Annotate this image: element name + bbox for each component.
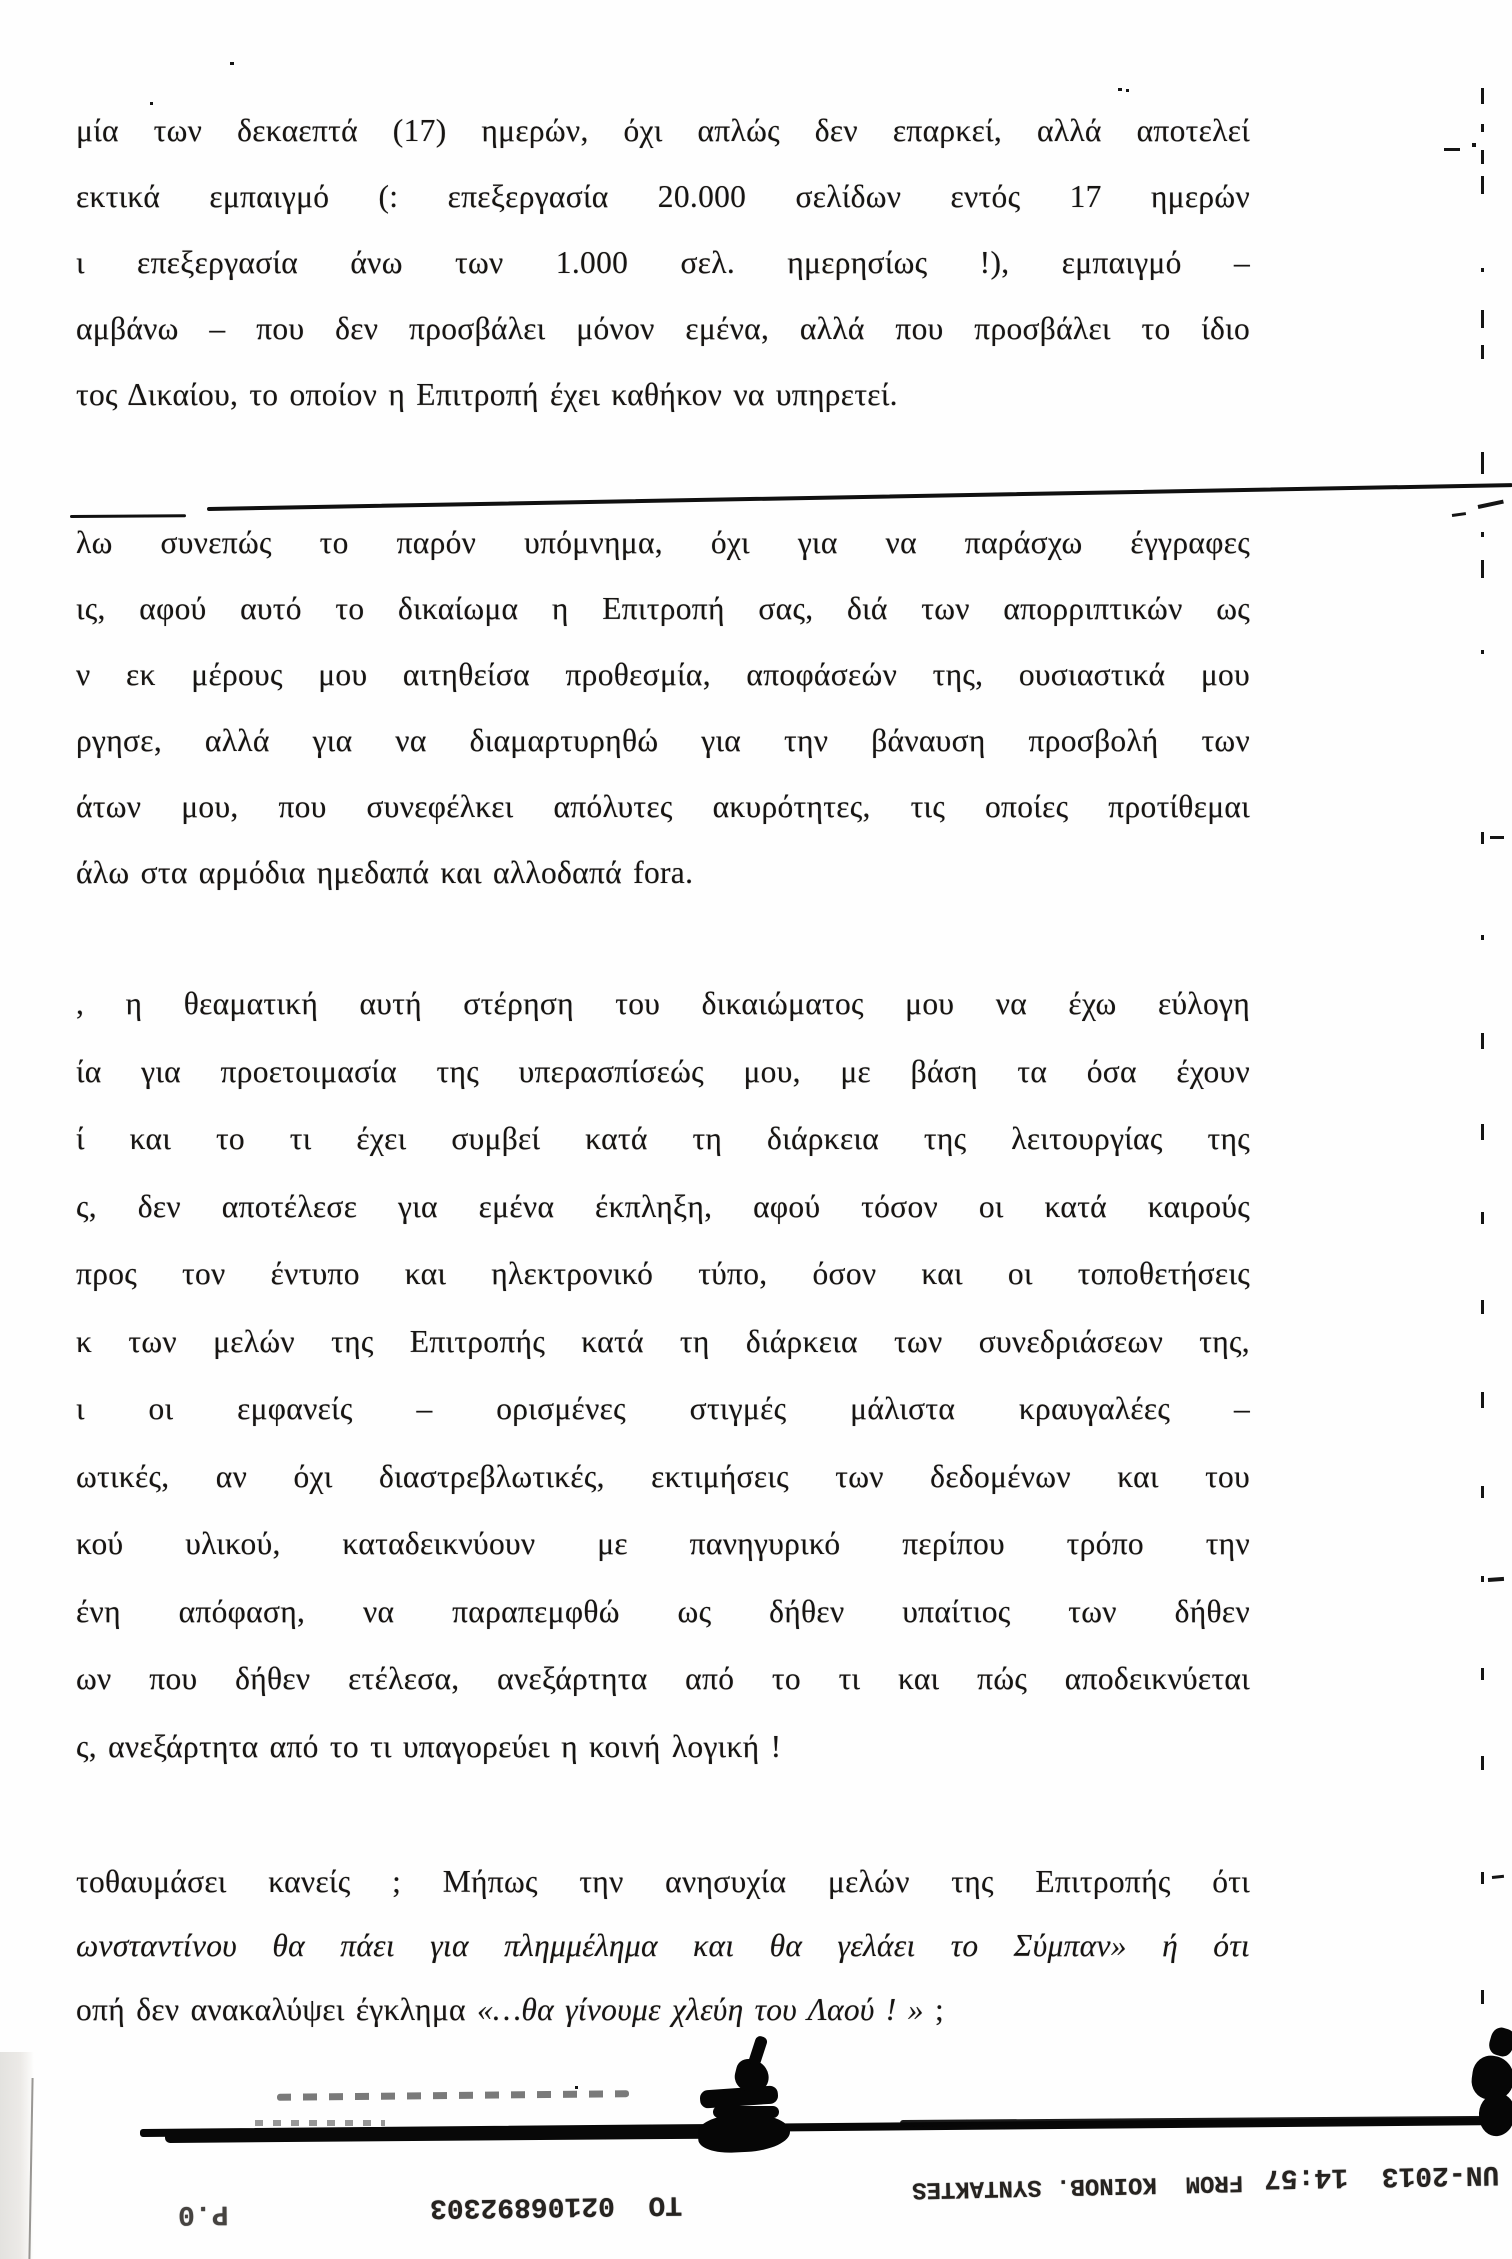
right-margin-scan-dash	[1481, 935, 1484, 940]
scan-smudge	[255, 2120, 385, 2126]
right-margin-scan-dash	[1481, 1392, 1484, 1408]
right-margin-scan-dash	[1481, 88, 1484, 104]
right-margin-scan-dash	[1481, 1486, 1484, 1498]
right-margin-scan-dash	[1481, 124, 1484, 132]
right-margin-scan-dash	[1481, 832, 1484, 844]
fax-footer-to-number: TO 02106892303	[429, 2188, 683, 2223]
text-line: ένη απόφαση, να παραπεμφθώ ως δήθεν υπαίτιος των δήθεν	[76, 1593, 1250, 1629]
text-line: ργησε, αλλά για να διαμαρτυρηθώ για την βάναυση προσβολή των	[76, 723, 1250, 758]
scan-speckle	[575, 2086, 578, 2089]
right-margin-scan-dash	[1481, 1990, 1484, 2004]
text-line: ς, δεν αποτέλεσε για εμένα έκπληξη, αφού τόσον οι κατά καιρούς	[76, 1188, 1250, 1224]
text-line: αμβάνω – που δεν προσβάλει μόνον εμένα, αλλά που προσβάλει το ίδιο	[76, 311, 1250, 346]
text-line: ς, ανεξάρτητα από το τι υπαγορεύει η κοινή λογική !	[76, 1728, 782, 1764]
text-line: τος Δικαίου, το οποίον η Επιτροπή έχει καθήκον να υπηρετεί.	[76, 377, 898, 412]
text-line: μία των δεκαεπτά (17) ημερών, όχι απλώς δεν επαρκεί, αλλά αποτελεί	[76, 113, 1250, 148]
fax-footer-datetime: UN-2013 14:57	[1263, 2157, 1500, 2194]
scan-speckle	[1118, 88, 1122, 91]
right-margin-scan-dash	[1481, 268, 1484, 272]
paragraph-3	[76, 970, 1250, 1780]
text-line: ι οι εμφανείς – ορισμένες στιγμές μάλιστα κραυγαλέες –	[76, 1391, 1250, 1426]
scan-speckle	[1478, 500, 1504, 509]
right-margin-scan-dash	[1481, 452, 1484, 474]
right-margin-scan-dash	[1481, 310, 1484, 328]
scan-speckle	[1490, 836, 1504, 839]
text-line: κ των μελών της Επιτροπής κατά τη διάρκεια των συνεδριάσεων της,	[76, 1323, 1250, 1359]
right-margin-scan-dash	[1481, 1212, 1484, 1224]
right-margin-scan-dash	[1481, 176, 1484, 194]
divider-line	[207, 483, 1512, 510]
right-margin-scan-dash	[1481, 560, 1484, 578]
text-line: ωτικές, αν όχι διαστρεβλωτικές, εκτιμήσεις των δεδομένων και του	[76, 1458, 1250, 1494]
text-line: ων που δήθεν ετέλεσα, ανεξάρτητα από το τι και πώς αποδεικνύεται	[76, 1661, 1250, 1696]
text-line: ωνσταντίνου θα πάει για πλημμέλημα και θα γελάει το Σύμπαν» ή ότι	[76, 1928, 1250, 1963]
text-line: , η θεαματική αυτή στέρηση του δικαιώματος μου να έχω εύλογη	[76, 986, 1250, 1021]
right-margin-scan-dash	[1481, 345, 1484, 359]
scan-ink-blob	[1477, 2092, 1512, 2138]
scan-speckle	[1126, 89, 1129, 92]
text-line: κού υλικού, καταδεικνύουν με πανηγυρικό περίπου τρόπο την	[76, 1526, 1250, 1561]
scan-smudge	[277, 2090, 629, 2101]
text-line: ι επεξεργασία άνω των 1.000 σελ. ημερησίως !), εμπαιγμό –	[76, 245, 1250, 280]
scan-ink-blob	[697, 2112, 791, 2155]
right-margin-scan-dash	[1481, 1124, 1484, 1140]
paragraph-2	[76, 510, 1250, 906]
right-margin-scan-dash	[1481, 1033, 1484, 1049]
text-line: ν εκ μέρους μου αιτηθείσα προθεσμία, αποφάσεών της, ουσιαστικά μου	[76, 657, 1250, 692]
right-margin-scan-dash	[1481, 150, 1484, 164]
text-line: λω συνεπώς το παρόν υπόμνημα, όχι για να παράσχω έγγραφες	[76, 525, 1250, 560]
scan-speckle	[1492, 1875, 1504, 1879]
right-margin-scan-dash	[1481, 1668, 1484, 1680]
paragraph-1	[76, 98, 1250, 428]
text-line: ί και το τι έχει συμβεί κατά τη διάρκεια της λειτουργίας της	[76, 1121, 1250, 1156]
text-line: εκτικά εμπαιγμό (: επεξεργασία 20.000 σελίδων εντός 17 ημερών	[76, 179, 1250, 214]
scan-speckle	[230, 62, 234, 65]
right-margin-scan-dash	[1481, 650, 1484, 654]
text-line: τοθαυμάσει κανείς ; Μήπως την ανησυχία μελών της Επιτροπής ότι	[76, 1864, 1250, 1899]
text-line: ία για προετοιμασία της υπερασπίσεώς μου, με βάση τα όσα έχουν	[76, 1053, 1250, 1089]
scan-speckle	[1472, 143, 1476, 147]
fax-footer-sender: FROM KOINOB. SYNTAKTES	[911, 2168, 1244, 2203]
text-line: άτων μου, που συνεφέλκει απόλυτες ακυρότητες, τις οποίες προτίθεμαι	[76, 789, 1250, 824]
right-margin-scan-dash	[1481, 532, 1484, 537]
scan-speckle	[1444, 148, 1460, 151]
scan-speckle	[1452, 512, 1466, 517]
right-margin-scan-dash	[1481, 1756, 1484, 1770]
right-margin-scan-dash	[1481, 1576, 1484, 1582]
paragraph-4	[76, 1850, 1250, 2042]
scan-ink-blob	[1487, 2025, 1512, 2059]
text-line: προς τον έντυπο και ηλεκτρονικό τύπο, όσον και οι τοποθετήσεις	[76, 1256, 1250, 1291]
right-margin-scan-dash	[1481, 1300, 1484, 1314]
right-margin-scan-dash	[1481, 1872, 1484, 1884]
text-line: ις, αφού αυτό το δικαίωμα η Επιτροπή σας, διά των απορριπτικών ως	[76, 591, 1250, 626]
scan-speckle	[1488, 1577, 1504, 1582]
fax-footer-page-number: P.0	[177, 2197, 229, 2230]
text-line: άλω στα αρμόδια ημεδαπά και αλλοδαπά fora.	[76, 855, 694, 890]
scan-speckle	[150, 102, 153, 105]
text-line: οπή δεν ανακαλύψει έγκλημα «…θα γίνουμε χλεύη του Λαού ! » ;	[76, 1992, 945, 2027]
